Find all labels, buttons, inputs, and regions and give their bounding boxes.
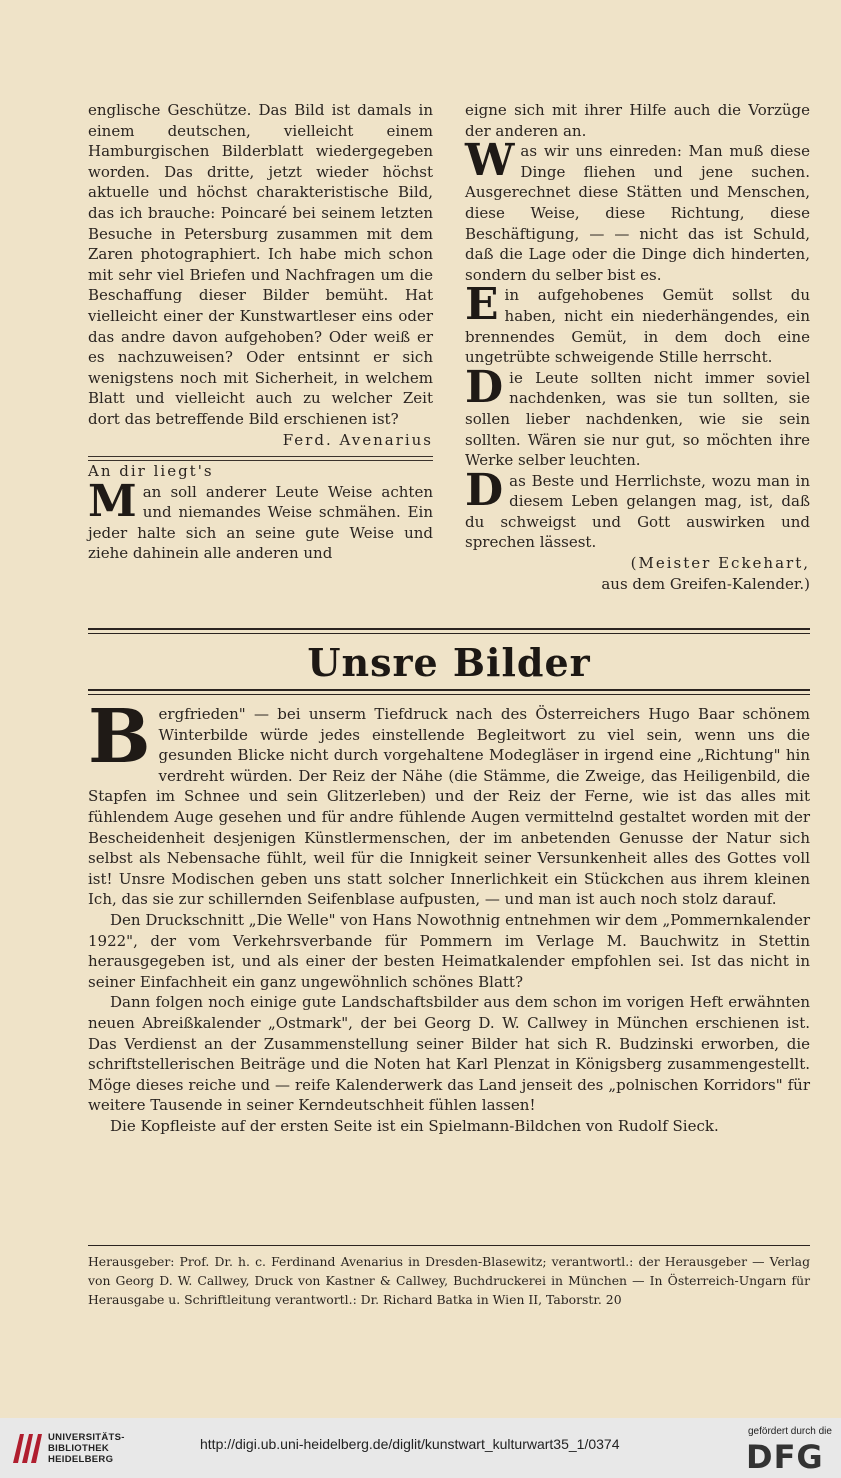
section-paragraph-1: Bergfrieden" — bei unserm Tiefdruck nach des Österreichers Hugo Baar schönem Winterbilde würde jedes einstellende Begleitwort zu viel sein, wenn uns die gesunden Blicke nicht durch vorgehaltene Modegläser in irgend eine „Richtung" hin verdreht würden. Der Reiz der Nähe (die Stämme, die Zweige, das Heiligenbild, die Stapfen im Schnee und sein Glitzerleben) und der Reiz der Ferne, wie ist das alles mit fühlendem Auge gesehen und für andre fühlende Augen vermittelnd gestaltet worden mit der Bescheidenheit desjenigen Künstlermenschen, der im anbetenden Genusse der Natur sich selbst als Nebensache fühlt, weil für die Innigkeit seiner Versunkenheit alles des Gottes voll ist! Unsre Modischen geben uns statt solcher Innerlichkeit ein Stückchen aus ihrem kleinen Ich, das sie zur schillernden Seifenblase aufpusten, — und man ist auch noch stolz darauf. bbox=[88, 694, 810, 909]
dropcap-d2: D bbox=[465, 464, 504, 516]
right-paragraph-2: Was wir uns einreden: Man muß diese Dinge fliehen und jene suchen. Ausgerechnet diese Stätten und Menschen, diese Weise, diese Richtung, diese Beschäftigung, — — nicht das ist Schuld, daß die Lage oder die Dinge dich hinderten, sondern du selber bist es. bbox=[465, 135, 810, 284]
right-paragraph-3: Ein aufgehobenes Gemüt sollst du haben, nicht ein niederhängendes, ein brennendes Gemüt, in dem doch eine ungetrübte schweigende Stille herrscht. bbox=[465, 279, 810, 367]
dropcap-d1: D bbox=[465, 361, 504, 413]
right-paragraph-4: Die Leute sollten nicht immer soviel nachdenken, was sie tun sollten, sie sollen lieber nachdenken, wie sie sein sollten. Wären sie nur gut, so möchten ihre Werke selber leuchten. bbox=[465, 361, 810, 470]
footer-rule bbox=[88, 1245, 810, 1246]
quote-source-2: aus dem Greifen-Kalender.) bbox=[601, 574, 810, 593]
viewer-bottom-bar bbox=[0, 1418, 841, 1478]
section-heading-band bbox=[88, 628, 810, 695]
left-paragraph-2: Man soll anderer Leute Weise achten und niemandes Weise schmähen. Ein jeder halte sich an seine gute Weise und ziehe dahinein alle anderen und bbox=[88, 475, 433, 563]
signature-line bbox=[88, 430, 433, 451]
dropcap-w: W bbox=[465, 135, 515, 187]
dropcap-e: E bbox=[465, 279, 499, 331]
dropcap-b: B bbox=[88, 694, 151, 780]
left-column bbox=[88, 100, 433, 564]
right-column bbox=[465, 100, 810, 594]
imprint-text: Herausgeber: Prof. Dr. h. c. Ferdinand Avenarius in Dresden-Blasewitz; verantwortl.: der Herausgeber — Verlag von Georg D. W. Callwey, Druck von Kastner & Callwey, Buchdruckerei in München — In Österreich-Ungarn für Herausgabe u. Schriftleitung verantwortl.: Dr. Richard Batka in Wien II, Taborstr. 20 bbox=[88, 1254, 810, 1307]
bottom-rule bbox=[88, 689, 810, 695]
imprint bbox=[88, 1252, 810, 1309]
left-paragraph-1: englische Geschütze. Das Bild ist damals in einem deutschen, vielleicht einem Hamburgischen Bilderblatt wiedergegeben worden. Das dritte, jetzt wieder höchst aktuelle und höchst charakteristische Bild, das ich brauche: Poincaré bei seinem letzten Besuche in Petersburg zusammen mit dem Zaren photographiert. Ich habe mich schon mit sehr viel Briefen und Nachfragen um die Beschaffung dieser Bilder bemüht. Hat vielleicht einer der Kunstwartleser eins oder das andre davon aufgehoben? Oder weiß er es nachzuweisen? Oder entsinnt er sich wenigstens noch mit Sicherheit, in welchem Blatt und vielleicht auch zu welcher Zeit dort das betreffende Bild erschienen ist? bbox=[88, 101, 433, 428]
section-paragraph-4: Die Kopfleiste auf der ersten Seite ist ein Spielmann-Bildchen von Rudolf Sieck. bbox=[110, 1116, 719, 1135]
signature: Ferd. Avenarius bbox=[282, 430, 433, 449]
quote-source-1: (Meister Eckehart, bbox=[630, 554, 810, 573]
subheading: An dir liegt's bbox=[88, 462, 214, 481]
university-logo-icon[interactable] bbox=[10, 1430, 44, 1466]
right-paragraph-1: eigne sich mit ihrer Hilfe auch die Vorzüge der anderen an. bbox=[465, 101, 810, 140]
right-paragraph-5: Das Beste und Herrlichste, wozu man in diesem Leben gelangen mag, ist, daß du schweigst und Gott auswirken und sprechen lässest. bbox=[465, 464, 810, 552]
page-url-link[interactable]: http://digi.ub.uni-heidelberg.de/diglit/kunstwart_kulturwart35_1/0374 bbox=[200, 1436, 620, 1452]
funded-by-label: gefördert durch die bbox=[748, 1426, 832, 1437]
dropcap-m: M bbox=[88, 475, 137, 527]
section-body bbox=[88, 694, 810, 1136]
section-title: Unsre Bilder bbox=[307, 640, 591, 685]
section-paragraph-2: Den Druckschnitt „Die Welle" von Hans Nowothnig entnehmen wir dem „Pommernkalender 1922", der vom Verkehrsverbande für Pommern im Verlage M. Bauchwitz in Stettin herausgegeben ist, und als einer der besten Heimatkalender empfohlen sei. Ist das nicht in seiner Einfachheit ein ganz ungewöhnlich schönes Blatt? bbox=[88, 910, 810, 991]
library-name[interactable]: UNIVERSITÄTS- BIBLIOTHEK HEIDELBERG bbox=[48, 1432, 125, 1465]
dfg-logo[interactable]: DFG bbox=[746, 1438, 824, 1476]
section-paragraph-3: Dann folgen noch einige gute Landschaftsbilder aus dem schon im vorigen Heft erwähnten neuen Abreißkalender „Ostmark", der bei Georg D. W. Callwey in München erschienen ist. Das Verdienst an der Zusammenstellung seiner Bilder hat sich R. Budzinski erworben, die schriftstellerischen Beiträge und die Noten hat Karl Plenzat in Königsberg zusammengestellt. Möge dieses reiche und — reife Kalenderwerk das Land jenseit des „polnischen Korridors" für weitere Tausende in seiner Kerndeutschheit fühlen lassen! bbox=[88, 993, 810, 1115]
